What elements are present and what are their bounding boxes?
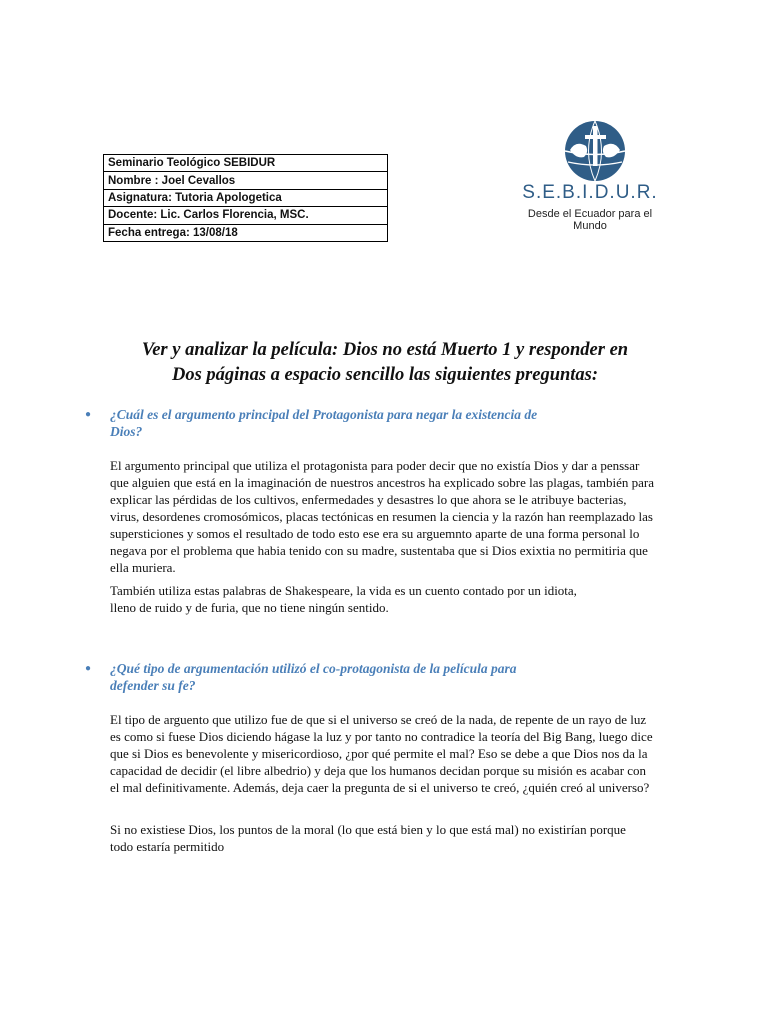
logo-tagline: Desde el Ecuador para el Mundo [527, 208, 653, 232]
bullet-icon: ● [85, 663, 92, 674]
table-cell-seminary: Seminario Teológico SEBIDUR [104, 155, 388, 172]
table-cell-name: Nombre : Joel Cevallos [104, 172, 388, 189]
question-1 [85, 406, 650, 440]
title-line-1: Ver y analizar la película: Dios no está Muerto 1 y responder en [141, 340, 629, 360]
question-2-line-2: defender su fe? [110, 678, 196, 693]
table-cell-date: Fecha entrega: 13/08/18 [104, 224, 388, 241]
question-1-line-1: ¿Cuál es el argumento principal del Protagonista para negar la existencia de [110, 407, 538, 422]
answer-1-paragraph-1: El argumento principal que utiliza el protagonista para poder decir que no existía Dios y dar a penssar que alguien que está en la imaginación de nuestros ancestros ha explicado sobre las plagas, también para explicar las pérdidas de los cultivos, enfermedades y desastres lo que ahora se le atribuye bacterias, virus, desordenes cromosómicos, placas tectónicas en resumen la ciencia y la razón han reemplazado las supersticiones y somos el resultado de todo esto ese era su arguemnto aparte de una forma personal lo negava por el problema que habia tenido con su madre, sustentaba que si Dios exixtia no permitiria que ella muriera. [110, 458, 655, 575]
table-row [104, 189, 388, 206]
table-row [104, 224, 388, 241]
assignment-title [90, 338, 680, 388]
answer-2-paragraph-1: El tipo de arguento que utilizo fue de que si el universo se creó de la nada, de repente de un rayo de luz es como si fuese Dios diciendo hágase la luz y por tanto no contradice la teoría del Big Bang, luego dice que si Dios es benevolente y misericordioso, ¿por qué permite el mal? Eso se debe a que Dios nos da la capacidad de decidir (el libre albedrio) y deja que los humanos decidan porque su misión es acabar con el mal definitivamente. Además, deja caer la pregunta de si el universo te creó, ¿quién creó al universo? [110, 712, 653, 795]
table-cell-teacher: Docente: Lic. Carlos Florencia, MSC. [104, 207, 388, 224]
question-2 [85, 660, 650, 694]
table-row [104, 172, 388, 189]
title-line-2: Dos páginas a espacio sencillo las siguientes preguntas: [171, 365, 599, 385]
header-info-table [103, 154, 388, 242]
globe-cross-doves-icon [510, 120, 670, 182]
table-row [104, 207, 388, 224]
table-row [104, 155, 388, 172]
table-cell-subject: Asignatura: Tutoria Apologetica [104, 189, 388, 206]
question-1-line-2: Dios? [110, 424, 143, 439]
question-2-line-1: ¿Qué tipo de argumentación utilizó el co-protagonista de la película para [110, 661, 517, 676]
logo-name: S.E.B.I.D.U.R. [522, 182, 658, 203]
answer-1-paragraph-2: También utiliza estas palabras de Shakespeare, la vida es un cuento contado por un idiota, lleno de ruido y de furia, que no tiene ningún sentido. [110, 583, 577, 615]
sebidur-logo [510, 120, 670, 230]
answer-2-paragraph-2: Si no existiese Dios, los puntos de la moral (lo que está bien y lo que está mal) no existirían porque todo estaría permitido [110, 822, 626, 854]
bullet-icon: ● [85, 409, 92, 420]
